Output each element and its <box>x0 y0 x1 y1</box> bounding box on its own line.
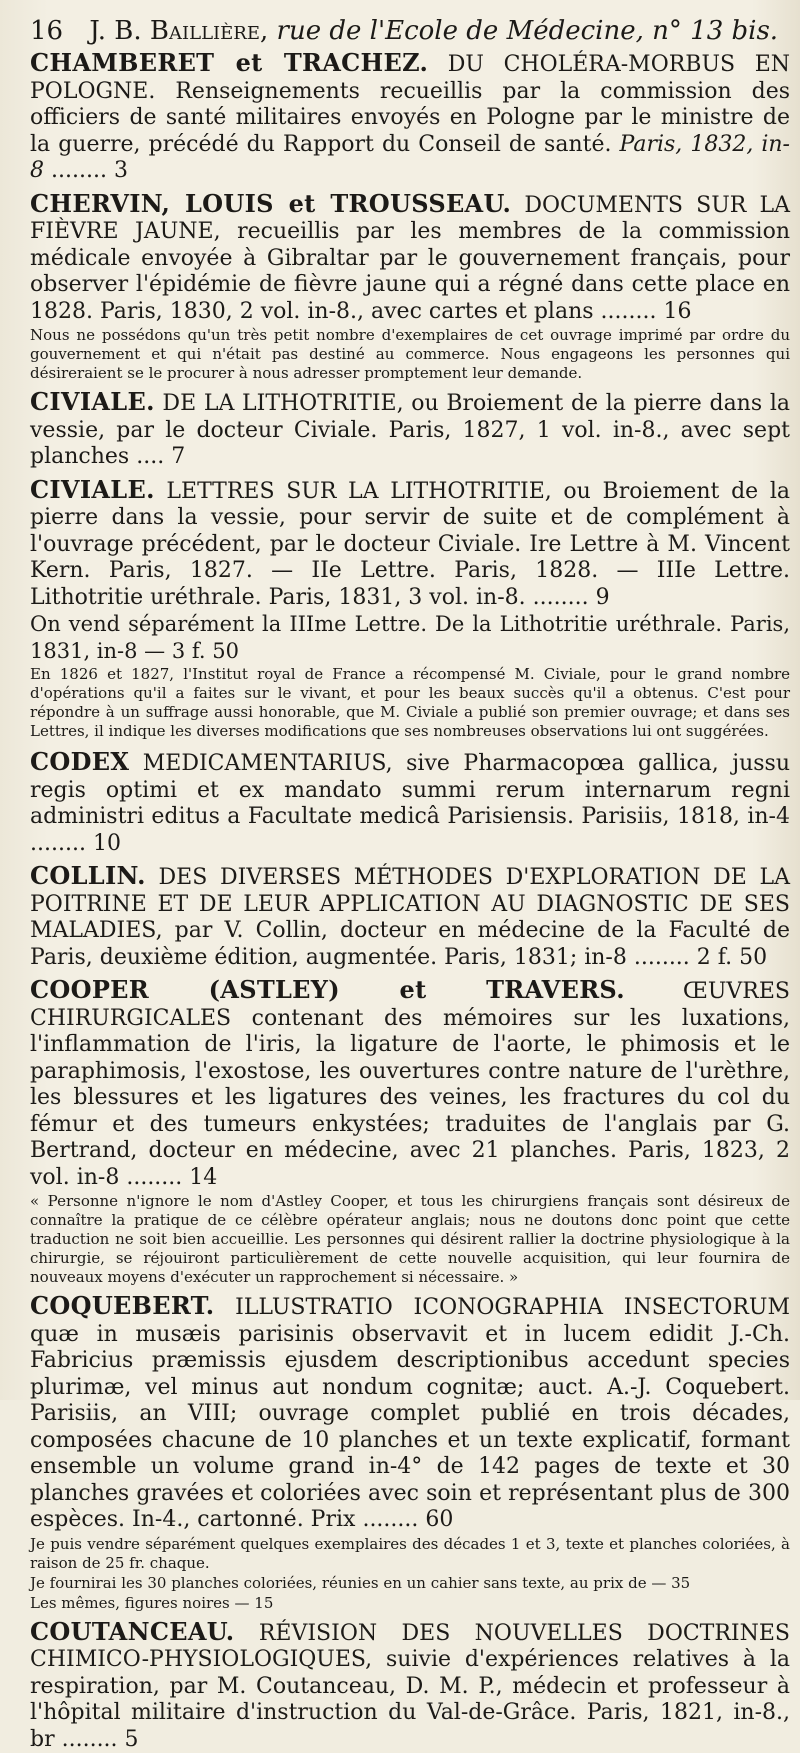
entry-note: « Personne n'ignore le nom d'Astley Cooper, et tous les chirurgiens français sont désireux de connaître la pratique de ce célèbre opérateur anglais; nous ne doutons donc point que cette traduction ne soit bien accueillie. Les personnes qui désirent rallier la doctrine physiologique à la chirurgie, se réjouiront particulièrement de cette nouvelle acquisition, qui leur fournira de nouveaux moyens d'exécuter un rapprochement si nécessaire. » <box>30 1192 790 1287</box>
entry-price: 5 <box>125 1727 139 1752</box>
publisher-name: J. B. Baillière, <box>89 16 268 46</box>
entry-text: LETTRES SUR LA LITHOTRITIE, ou Broiement de la pierre dans la vessie, pour servir de suite et de complément à l'ouvrage précédent, par le docteur Civiale. Ire Lettre à M. Vincent Kern. Paris, 1827. — IIe Lettre. Paris, 1828. — IIIe Lettre. Lithotritie uréthrale. Paris, 1831, 3 vol. in-8. <box>30 479 790 610</box>
catalog-entry <box>30 977 790 1287</box>
catalog-entry <box>30 1619 790 1753</box>
catalog-entry <box>30 477 790 742</box>
entry-note: Nous ne possédons qu'un très petit nombre d'exemplaires de cet ouvrage imprimé par ordre du gouvernement et qui n'était pas destiné au commerce. Nous engageons les personnes qui désireraient se le procurer à nous adresser promptement leur demande. <box>30 326 790 383</box>
entry-body: CIVIALE. LETTRES SUR LA LITHOTRITIE, ou Broiement de la pierre dans la vessie, pour servir de suite et de complément à l'ouvrage précédent, par le docteur Civiale. Ire Lettre à M. Vincent Kern. Paris, 1827. — IIe Lettre. Paris, 1828. — IIIe Lettre. Lithotritie uréthrale. Paris, 1831, 3 vol. in-8. ........ 9 <box>30 477 790 612</box>
catalog-entry <box>30 1293 790 1613</box>
catalog-entry <box>30 389 790 471</box>
entry-body: CHERVIN, LOUIS et TROUSSEAU. DOCUMENTS SUR LA FIÈVRE JAUNE, recueillis par les membres de la commission médicale envoyée à Gibraltar par le gouvernement français, pour observer l'épidémie de fièvre jaune qui a régné dans cette place en 1828. Paris, 1830, 2 vol. in-8., avec cartes et plans ........ 16 <box>30 191 790 326</box>
catalog-entry <box>30 749 790 857</box>
entry-price: 9 <box>596 585 610 610</box>
entry-body: CODEX MEDICAMENTARIUS, sive Pharmacopœa gallica, jussu regis optimi et ex mandato summi rerum internarum regni administri editus a Facultate medicâ Parisiensis. Parisiis, 1818, in-4 ........ 10 <box>30 749 790 857</box>
entry-body: CIVIALE. DE LA LITHOTRITIE, ou Broiement de la pierre dans la vessie, par le docteur Civiale. Paris, 1827, 1 vol. in-8., avec sept planches .... 7 <box>30 389 790 471</box>
entry-imprint: Paris, 1832, in-8 <box>30 132 790 184</box>
catalog-entry <box>30 863 790 971</box>
entry-title: CHERVIN, LOUIS et TROUSSEAU. <box>30 189 511 218</box>
entry-title: COQUEBERT. <box>30 1291 214 1320</box>
entry-body: COUTANCEAU. RÉVISION DES NOUVELLES DOCTRINES CHIMICO-PHYSIOLOGIQUES, suivie d'expériences relatives à la respiration, par M. Coutanceau, D. M. P., médecin et professeur à l'hôpital militaire d'instruction du Val-de-Grâce. Paris, 1821, in-8., br ........ 5 <box>30 1619 790 1753</box>
entry-title: CHAMBERET et TRACHEZ. <box>30 48 428 77</box>
entry-imprint: Paris, 1827, 1 vol. in-8., avec sept planches <box>30 418 790 470</box>
entry-body: CHAMBERET et TRACHEZ. DU CHOLÉRA-MORBUS EN POLOGNE. Renseignements recueillis par la commission des officiers de santé militaires envoyés en Pologne par le ministre de la guerre, précédé du Rapport du Conseil de santé. Paris, 1832, in-8 ........ 3 <box>30 50 790 185</box>
entry-note: En 1826 et 1827, l'Institut royal de France a récompensé M. Civiale, pour le grand nombre d'opérations qu'il a faites sur le vivant, et pour les beaux succès qu'il a obtenus. C'est pour répondre à un suffrage aussi honorable, que M. Civiale a publié son premier ouvrage; et dans ses Lettres, il indique les diverses modifications que ses nombreuses observations lui ont suggérées. <box>30 665 790 741</box>
entry-text: RÉVISION DES NOUVELLES DOCTRINES CHIMICO-PHYSIOLOGIQUES, suivie d'expériences relatives à la respiration, par M. Coutanceau, D. M. P., médecin et professeur à l'hôpital militaire d'instruction du Val-de-Grâce. Paris, 1821, in-8., br <box>30 1621 790 1752</box>
entry-price: 7 <box>171 444 185 469</box>
entry-title: CIVIALE. <box>30 387 155 416</box>
entry-title: CIVIALE. <box>30 475 155 504</box>
entry-text: ŒUVRES CHIRURGICALES contenant des mémoires sur les luxations, l'inflammation de l'iris, la ligature de l'aorte, le phimosis et le paraphimosis, l'exostose, les ouvertures contre nature de l'urèthre, les blessures et les ligatures des veines, les fractures du col du fémur et des tumeurs enkystées; traduites de l'anglais par G. Bertrand, docteur en médecine, avec 21 planches. Paris, 1823, 2 vol. in-8 <box>30 979 790 1190</box>
entry-title: COLLIN. <box>30 861 146 890</box>
entry-title: CODEX <box>30 747 129 776</box>
entry-title: COOPER (ASTLEY) et TRAVERS. <box>30 975 625 1004</box>
entry-body: COLLIN. DES DIVERSES MÉTHODES D'EXPLORATION DE LA POITRINE ET DE LEUR APPLICATION AU DIAGNOSTIC DE SES MALADIES, par V. Collin, docteur en médecine de la Faculté de Paris, deuxième édition, augmentée. Paris, 1831; in-8 ........ 2 f. 50 <box>30 863 790 971</box>
running-header <box>30 14 790 48</box>
page-number: 16 <box>30 16 63 46</box>
entry-imprint: Paris, 1830, 2 vol. in-8., avec cartes et plans <box>93 299 594 324</box>
entry-price: 3 <box>114 158 128 183</box>
entry-text: DE LA LITHOTRITIE, ou Broiement de la pierre dans la vessie, par le docteur Civiale. <box>30 391 790 443</box>
entry-body: COOPER (ASTLEY) et TRAVERS. ŒUVRES CHIRURGICALES contenant des mémoires sur les luxations, l'inflammation de l'iris, la ligature de l'aorte, le phimosis et le paraphimosis, l'exostose, les ouvertures contre nature de l'urèthre, les blessures et les ligatures des veines, les fractures du col du fémur et des tumeurs enkystées; traduites de l'anglais par G. Bertrand, docteur en médecine, avec 21 planches. Paris, 1823, 2 vol. in-8 ........ 14 <box>30 977 790 1191</box>
entry-note: Les mêmes, figures noires — 15 <box>30 1594 790 1613</box>
entry-price: 16 <box>663 299 691 324</box>
entry-price: 14 <box>189 1165 217 1190</box>
entry-note: Je fournirai les 30 planches coloriées, réunies en un cahier sans texte, au prix de — 35 <box>30 1574 790 1593</box>
entry-body: COQUEBERT. ILLUSTRATIO ICONOGRAPHIA INSECTORUM quæ in musæis parisinis observavit et in lucem edidit J.-Ch. Fabricius præmissis ejusdem descriptionibus accedunt species plurimæ, vel minus aut nondum cognitæ; auct. A.-J. Coquebert. Parisiis, an VIII; ouvrage complet publié en trois décades, composées chacune de 10 planches et un texte explicatif, formant ensemble un volume grand in-4° de 142 pages de texte et 30 planches gravées et coloriées avec soin et représentant plus de 300 espèces. In-4., cartonné. Prix ........ 60 <box>30 1293 790 1534</box>
entry-subline: On vend séparément la IIIme Lettre. De la Lithotritie uréthrale. Paris, 1831, in-8 — 3 f. 50 <box>30 611 790 664</box>
entry-price: 10 <box>93 831 121 856</box>
entry-price: 2 f. 50 <box>697 945 767 970</box>
entry-text: ILLUSTRATIO ICONOGRAPHIA INSECTORUM quæ in musæis parisinis observavit et in lucem edidit J.-Ch. Fabricius præmissis ejusdem descriptionibus accedunt species plurimæ, vel minus aut nondum cognitæ; auct. A.-J. Coquebert. Parisiis, an VIII; ouvrage complet publié en trois décades, composées chacune de 10 planches et un texte explicatif, formant ensemble un volume grand in-4° de 142 pages de texte et 30 planches gravées et coloriées avec soin et représentant plus de 300 espèces. In-4., cartonné. Prix <box>30 1295 790 1532</box>
running-title: rue de l'Ecole de Médecine, n° 13 bis. <box>277 16 779 46</box>
entry-title: COUTANCEAU. <box>30 1617 234 1646</box>
entry-price: 60 <box>425 1507 453 1532</box>
catalog-entry <box>30 50 790 185</box>
catalog-entry <box>30 191 790 384</box>
entry-text: DOCUMENTS SUR LA FIÈVRE JAUNE, recueillis par les membres de la commission médicale envoyée à Gibraltar par le gouvernement français, pour observer l'épidémie de fièvre jaune qui a régné dans cette place en 1828. <box>30 193 790 324</box>
entry-text: DU CHOLÉRA-MORBUS EN POLOGNE. Renseignements recueillis par la commission des officiers de santé militaires envoyés en Pologne par le ministre de la guerre, précédé du Rapport du Conseil de santé. <box>30 52 790 157</box>
entry-text: DES DIVERSES MÉTHODES D'EXPLORATION DE LA POITRINE ET DE LEUR APPLICATION AU DIAGNOSTIC DE SES MALADIES, par V. Collin, docteur en médecine de la Faculté de Paris, deuxième édition, augmentée. Paris, 1831; in-8 <box>30 865 790 970</box>
entry-note: Je puis vendre séparément quelques exemplaires des décades 1 et 3, texte et planches coloriées, à raison de 25 fr. chaque. <box>30 1535 790 1573</box>
entry-text: MEDICAMENTARIUS, sive Pharmacopœa gallica, jussu regis optimi et ex mandato summi rerum internarum regni administri editus a Facultate medicâ Parisiensis. Parisiis, 1818, in-4 <box>30 751 790 829</box>
